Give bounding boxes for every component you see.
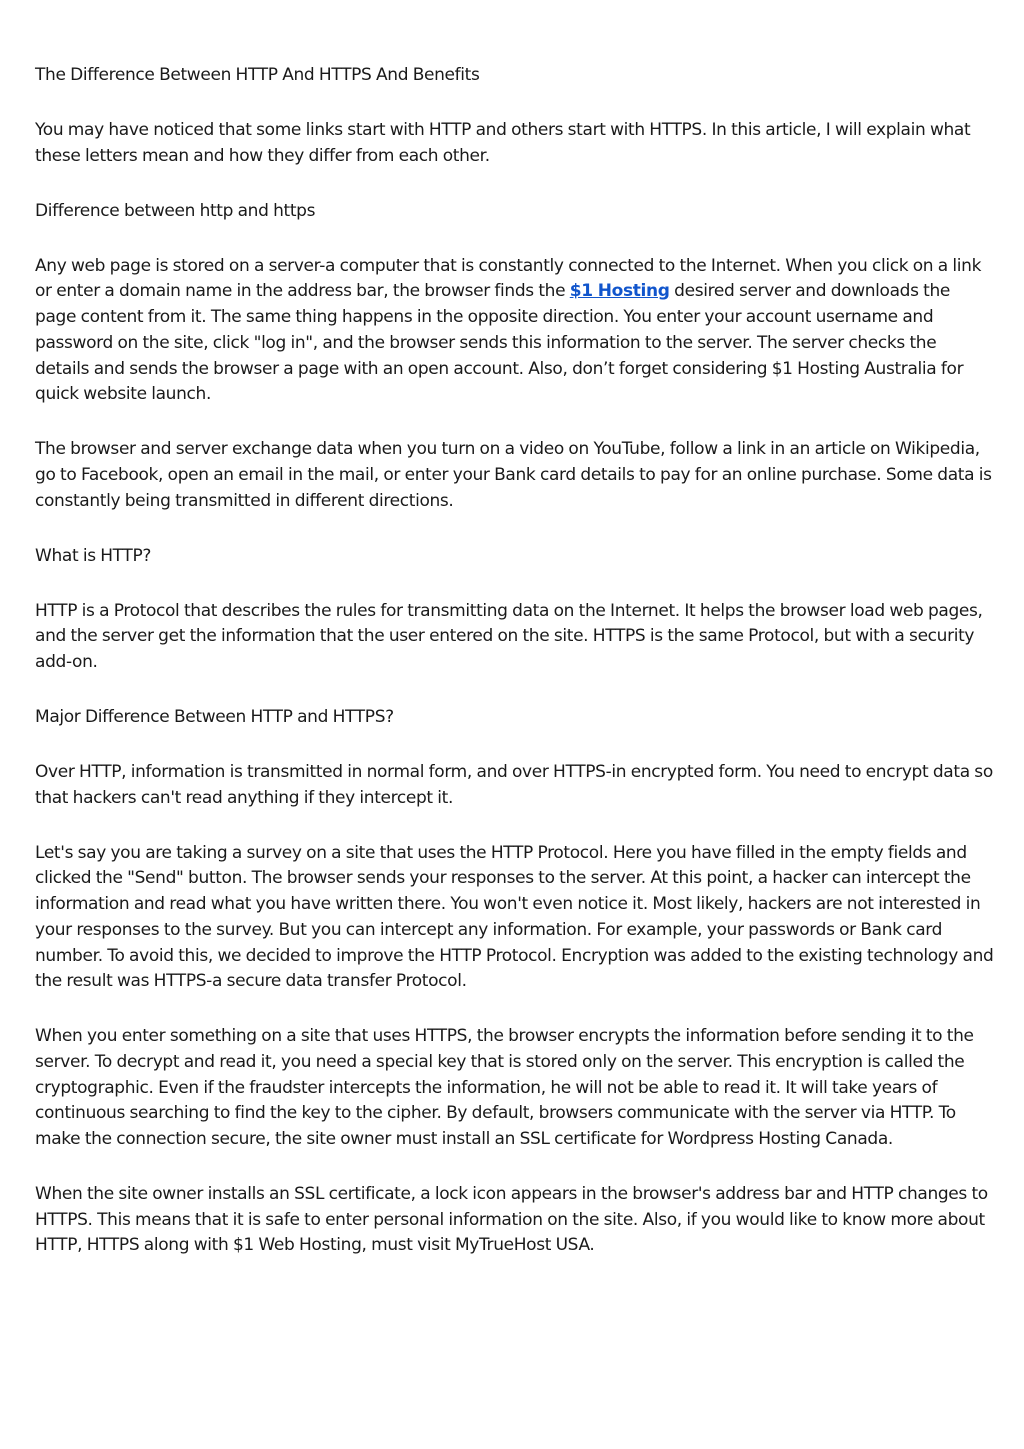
server-paragraph — [35, 254, 995, 408]
server-paragraph-text-after: desired server and downloads the page content from it. The same thing happens in the opposite direction. You enter your account username and password on the site, click "log in", and the browser sends this information to the server. The server checks the details and sends the browser a page with an open account. Also, don’t forget considering $1 Hosting Australia for quick website launch. — [35, 281, 964, 405]
survey-paragraph: Let's say you are taking a survey on a site that uses the HTTP Protocol. Here you have filled in the empty fields and clicked the "Send" button. The browser sends your responses to the server. At this point, a hacker can intercept the information and read what you have written there. You won't even notice it. Most likely, hackers are not interested in your responses to the survey. But you can intercept any information. For example, your passwords or Bank card number. To avoid this, we decided to improve the HTTP Protocol. Encryption was added to the existing technology and the result was HTTPS-a secure data transfer Protocol. — [35, 842, 994, 992]
encrypt-paragraph: Over HTTP, information is transmitted in normal form, and over HTTPS-in encrypted form. You need to encrypt data so that hackers can't read anything if they intercept it. — [35, 762, 993, 808]
section-heading-major-difference: Major Difference Between HTTP and HTTPS? — [35, 707, 394, 728]
section-heading-what-http: What is HTTP? — [35, 545, 152, 566]
intro-paragraph: You may have noticed that some links start with HTTP and others start with HTTPS. In this article, I will explain what these letters mean and how they differ from each other. — [35, 120, 971, 166]
hosting-link[interactable]: $1 Hosting — [569, 281, 670, 302]
server-paragraph-text-before: Any web page is stored on a server-a computer that is constantly connected to the Internet. When you click on a link or enter a domain name in the address bar, the browser finds the — [35, 255, 982, 302]
https-paragraph: When you enter something on a site that uses HTTPS, the browser encrypts the information before sending it to the server. To decrypt and read it, you need a special key that is stored only on the server. This encryption is called the cryptographic. Even if the fraudster intercepts the information, he will not be able to read it. It will take years of continuous searching to find the key to the cipher. By default, browsers communicate with the server via HTTP. To make the connection secure, the site owner must install an SSL certificate for Wordpress Hosting Canada. — [35, 1026, 974, 1150]
document-title: The Difference Between HTTP And HTTPS And Benefits — [35, 65, 480, 85]
section-heading-difference: Difference between http and https — [35, 200, 316, 221]
exchange-paragraph: The browser and server exchange data when you turn on a video on YouTube, follow a link in an article on Wikipedia, go to Facebook, open an email in the mail, or enter your Bank card details to pay for an online purchase. Some data is constantly being transmitted in different directions. — [35, 439, 992, 511]
http-paragraph: HTTP is a Protocol that describes the rules for transmitting data on the Internet. It helps the browser load web pages, and the server get the information that the user entered on the site. HTTPS is the same Protocol, but with a security add-on. — [35, 600, 983, 673]
ssl-paragraph: When the site owner installs an SSL certificate, a lock icon appears in the browser's address bar and HTTP changes to HTTPS. This means that it is safe to enter personal information on the site. Also, if you would like to know more about HTTP, HTTPS along with $1 Web Hosting, must visit MyTrueHost USA. — [35, 1184, 988, 1256]
document-body — [35, 63, 995, 1288]
